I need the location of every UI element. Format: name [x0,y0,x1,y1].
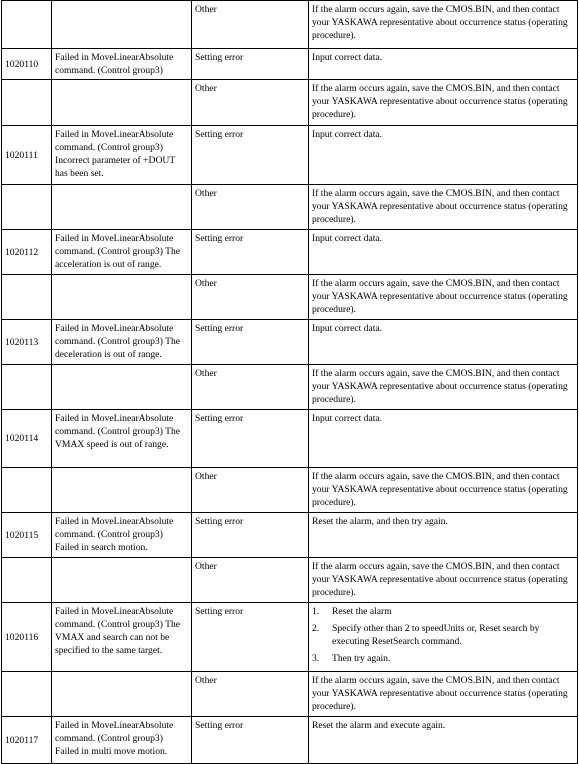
remedy-cell: If the alarm occurs again, save the CMOS.BIN, and then contact your YASKAWA representative about occurrence status (operating procedure). [309,275,578,320]
table-row [2,672,578,717]
remedy-cell: If the alarm occurs again, save the CMOS.BIN, and then contact your YASKAWA representative about occurrence status (operating procedure). [309,80,578,126]
error-type-cell: Other [192,1,309,49]
cause-cell [52,365,192,410]
cause-cell: Failed in MoveLinearAbsolute command. (Control group3) [52,49,192,80]
alarm-table [1,0,578,764]
cause-cell [52,468,192,513]
alarm-code-cell: 1020113 [2,320,52,365]
table-row [2,365,578,410]
table-row [2,603,578,672]
cause-cell: Failed in MoveLinearAbsolute command. (Control group3) Failed in search motion. [52,513,192,558]
table-row [2,1,578,49]
table-row [2,558,578,603]
remedy-step-number: 3. [312,653,320,664]
remedy-step [312,605,574,618]
remedy-step [312,622,574,648]
table-row [2,80,578,126]
cause-cell [52,1,192,49]
table-row [2,717,578,764]
cause-cell [52,672,192,717]
remedy-step-text: Then try again. [332,653,391,664]
error-type-cell: Setting error [192,603,309,672]
error-type-cell: Setting error [192,320,309,365]
error-type-cell: Other [192,275,309,320]
remedy-cell: Input correct data. [309,410,578,468]
alarm-code-cell: 1020116 [2,603,52,672]
table-row [2,513,578,558]
remedy-step-number: 2. [312,623,320,634]
alarm-code-cell: 1020110 [2,49,52,80]
remedy-steps-list [312,605,574,665]
error-type-cell: Other [192,558,309,603]
remedy-cell: If the alarm occurs again, save the CMOS.BIN, and then contact your YASKAWA representative about occurrence status (operating procedure). [309,185,578,230]
alarm-code-cell: 1020112 [2,230,52,275]
remedy-cell: If the alarm occurs again, save the CMOS.BIN, and then contact your YASKAWA representative about occurrence status (operating procedure). [309,365,578,410]
remedy-cell: Input correct data. [309,126,578,185]
error-type-cell: Setting error [192,717,309,764]
alarm-code-cell [2,1,52,49]
remedy-step [312,652,574,665]
cause-cell: Failed in MoveLinearAbsolute command. (Control group3) Incorrect parameter of +DOUT has been set. [52,126,192,185]
remedy-cell: Reset the alarm and execute again. [309,717,578,764]
remedy-cell: Input correct data. [309,320,578,365]
error-type-cell: Setting error [192,49,309,80]
error-type-cell: Setting error [192,126,309,185]
error-type-cell: Other [192,468,309,513]
remedy-cell: If the alarm occurs again, save the CMOS.BIN, and then contact your YASKAWA representative about occurrence status (operating procedure). [309,558,578,603]
error-type-cell: Other [192,672,309,717]
remedy-cell [309,603,578,672]
alarm-code-cell [2,468,52,513]
error-type-cell: Setting error [192,513,309,558]
cause-cell [52,558,192,603]
table-row [2,410,578,468]
cause-cell: Failed in MoveLinearAbsolute command. (Control group3) The deceleration is out of range. [52,320,192,365]
alarm-code-cell [2,672,52,717]
alarm-code-cell [2,275,52,320]
cause-cell: Failed in MoveLinearAbsolute command. (Control group3) The VMAX speed is out of range. [52,410,192,468]
error-type-cell: Other [192,80,309,126]
table-row [2,468,578,513]
alarm-code-cell: 1020117 [2,717,52,764]
cause-cell: Failed in MoveLinearAbsolute command. (Control group3) The acceleration is out of range. [52,230,192,275]
remedy-step-text: Reset the alarm [332,606,392,617]
alarm-code-cell [2,365,52,410]
table-row [2,185,578,230]
error-type-cell: Other [192,185,309,230]
remedy-cell: Input correct data. [309,230,578,275]
cause-cell [52,185,192,230]
table-row [2,230,578,275]
alarm-code-cell [2,185,52,230]
table-row [2,320,578,365]
remedy-cell: If the alarm occurs again, save the CMOS.BIN, and then contact your YASKAWA representative about occurrence status (operating procedure). [309,672,578,717]
table-row [2,275,578,320]
error-type-cell: Setting error [192,410,309,468]
table-row [2,49,578,80]
cause-cell [52,275,192,320]
remedy-cell: Input correct data. [309,49,578,80]
alarm-code-cell: 1020115 [2,513,52,558]
remedy-cell: If the alarm occurs again, save the CMOS.BIN, and then contact your YASKAWA representative about occurrence status (operating procedure). [309,468,578,513]
alarm-table-body [2,1,578,764]
remedy-cell: Reset the alarm, and then try again. [309,513,578,558]
alarm-code-cell: 1020114 [2,410,52,468]
cause-cell [52,80,192,126]
error-type-cell: Other [192,365,309,410]
alarm-code-cell: 1020111 [2,126,52,185]
error-type-cell: Setting error [192,230,309,275]
remedy-cell: If the alarm occurs again, save the CMOS.BIN, and then contact your YASKAWA representative about occurrence status (operating procedure). [309,1,578,49]
cause-cell: Failed in MoveLinearAbsolute command. (Control group3) The VMAX and search can not be specified to the same target. [52,603,192,672]
alarm-code-cell [2,558,52,603]
remedy-step-number: 1. [312,606,320,617]
cause-cell: Failed in MoveLinearAbsolute command. (Control group3) Failed in multi move motion. [52,717,192,764]
remedy-step-text: Specify other than 2 to speedUnits or, Reset search by executing ResetSearch command. [332,623,540,647]
alarm-code-cell [2,80,52,126]
table-row [2,126,578,185]
